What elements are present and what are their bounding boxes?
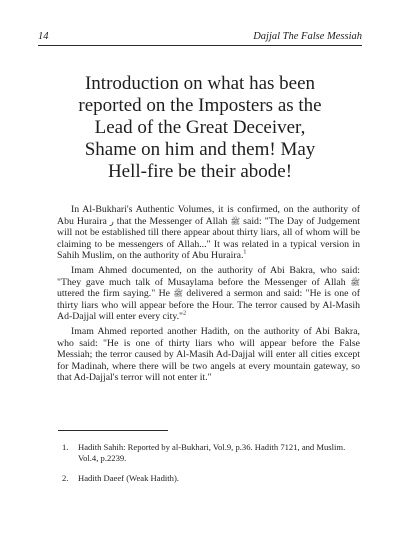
page-number: 14 [38, 31, 49, 42]
paragraph-3 [57, 326, 360, 384]
chapter-title-line: reported on the Imposters as the [78, 95, 322, 116]
paragraph-text: said: "The Day of Judgement will not be established till there appear about thirty liars, all of whom will be claiming to be messengers of Allah..." It was related in a typical version in Sahih Muslim, on the authority of Abu Huraira. [57, 215, 360, 262]
paragraph-text: uttered the firm saying." He [57, 288, 174, 300]
paragraph-2 [57, 265, 360, 323]
footnote-rule [58, 430, 168, 431]
footnote-text: Hadith Daeef (Weak Hadith). [78, 473, 179, 483]
book-title: Dajjal The False Messiah [253, 31, 362, 42]
footnote-text: Hadith Sahih: Reported by al-Bukhari, Vol.9, p.36. Hadith 7121, and Muslim. Vol.4, p.2239. [78, 442, 346, 463]
chapter-title-line: Hell-fire be their abode! [107, 161, 293, 182]
paragraph-text: delivered a sermon and said: "He is one of thirty liars who will appear before the Hour. The terror caused by Al-Masih Ad-Dajjal will enter every city." [57, 288, 360, 323]
footnote-marker: 1 [243, 250, 247, 257]
footnote [62, 442, 360, 464]
paragraph-text: Imam Ahmed reported another Hadith, on the authority of Abi Bakra, who said: "He is one of thirty liars who will appear before the False Messiah; the terror caused by Al-Masih Ad-Dajjal will enter all cities except for Madinah, where there will be two angels at every mountain gateway, so that Ad-Dajjal's terror will not enter it." [57, 325, 360, 384]
paragraph-text: In Al-Bukhari's Authentic Volumes, it is confirmed, on the authority of Abu Huraira [57, 204, 360, 227]
honorific-seal-icon: ﷺ [350, 277, 360, 287]
footnote-marker: 2 [183, 311, 187, 318]
body-text [57, 204, 360, 387]
honorific-seal-icon: ر [109, 216, 114, 226]
header-rule [38, 45, 362, 46]
chapter-title-line: Shame on him and them! May [84, 139, 316, 160]
chapter-title-line: Lead of the Great Deceiver, [94, 117, 306, 138]
chapter-title-line: Introduction on what has been [84, 73, 316, 94]
running-head [38, 30, 362, 44]
paragraph-1 [57, 204, 360, 262]
footnotes [62, 442, 360, 493]
paragraph-text: that the Messenger of Allah [113, 215, 231, 227]
chapter-title [40, 73, 360, 183]
footnote-number: 1. [62, 442, 69, 452]
paragraph-text: Imam Ahmed documented, on the authority of Abi Bakra, who said: "They gave much talk of Musaylama before the Messenger of Allah [57, 264, 360, 288]
honorific-seal-icon: ﷺ [173, 289, 184, 299]
footnote [62, 473, 360, 484]
footnote-number: 2. [62, 473, 69, 483]
honorific-seal-icon: ﷺ [230, 216, 241, 226]
